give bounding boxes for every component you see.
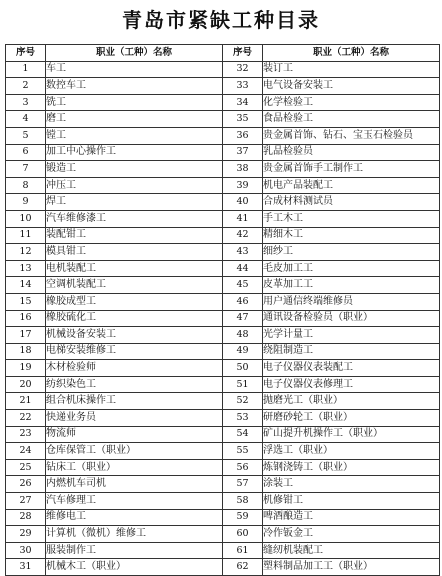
row-number-right: 62 bbox=[223, 559, 263, 576]
row-number-right: 50 bbox=[223, 360, 263, 377]
table-row bbox=[6, 277, 440, 294]
occupation-name-left: 汽车修理工 bbox=[46, 493, 223, 510]
row-number-right: 37 bbox=[223, 144, 263, 161]
row-number-left: 27 bbox=[6, 493, 46, 510]
table-row bbox=[6, 293, 440, 310]
page-title: 青岛市紧缺工种目录 bbox=[122, 8, 320, 32]
row-number-left: 20 bbox=[6, 376, 46, 393]
occupation-name-left: 机械木工（职业） bbox=[46, 559, 223, 576]
row-number-right: 44 bbox=[223, 260, 263, 277]
row-number-right: 56 bbox=[223, 459, 263, 476]
occupation-name-left: 数控车工 bbox=[46, 78, 223, 95]
occupation-name-right: 细纱工 bbox=[263, 244, 440, 261]
table-row bbox=[6, 177, 440, 194]
row-number-right: 36 bbox=[223, 127, 263, 144]
occupation-name-left: 机械设备安装工 bbox=[46, 327, 223, 344]
row-number-left: 10 bbox=[6, 210, 46, 227]
row-number-left: 13 bbox=[6, 260, 46, 277]
occupation-name-left: 电机装配工 bbox=[46, 260, 223, 277]
occupation-name-left: 服装制作工 bbox=[46, 542, 223, 559]
occupation-name-left: 空调机装配工 bbox=[46, 277, 223, 294]
occupation-name-right: 装订工 bbox=[263, 61, 440, 78]
row-number-left: 25 bbox=[6, 459, 46, 476]
occupation-name-right: 矿山提升机操作工（职业） bbox=[263, 426, 440, 443]
table-row bbox=[6, 509, 440, 526]
occupation-name-left: 仓库保管工（职业） bbox=[46, 443, 223, 460]
occupation-name-right: 合成材料测试员 bbox=[263, 194, 440, 211]
row-number-right: 60 bbox=[223, 526, 263, 543]
row-number-right: 47 bbox=[223, 310, 263, 327]
occupation-name-right: 通讯设备检验员（职业） bbox=[263, 310, 440, 327]
table-row bbox=[6, 376, 440, 393]
table-row bbox=[6, 426, 440, 443]
table-row bbox=[6, 78, 440, 95]
table-row bbox=[6, 493, 440, 510]
table-row bbox=[6, 360, 440, 377]
row-number-right: 34 bbox=[223, 94, 263, 111]
row-number-right: 57 bbox=[223, 476, 263, 493]
table-body bbox=[6, 61, 440, 575]
row-number-left: 7 bbox=[6, 161, 46, 178]
occupation-name-left: 装配钳工 bbox=[46, 227, 223, 244]
occupation-name-right: 塑料制品加工工（职业） bbox=[263, 559, 440, 576]
table-row bbox=[6, 526, 440, 543]
occupation-name-left: 焊工 bbox=[46, 194, 223, 211]
row-number-right: 61 bbox=[223, 542, 263, 559]
occupation-name-left: 内燃机车司机 bbox=[46, 476, 223, 493]
occupation-name-right: 电气设备安装工 bbox=[263, 78, 440, 95]
occupation-name-right: 缝纫机装配工 bbox=[263, 542, 440, 559]
table-row bbox=[6, 559, 440, 576]
occupation-name-left: 物流师 bbox=[46, 426, 223, 443]
occupation-name-left: 计算机（微机）维修工 bbox=[46, 526, 223, 543]
table-row bbox=[6, 144, 440, 161]
occupation-name-right: 毛皮加工工 bbox=[263, 260, 440, 277]
row-number-left: 18 bbox=[6, 343, 46, 360]
occupation-name-left: 锻造工 bbox=[46, 161, 223, 178]
row-number-right: 32 bbox=[223, 61, 263, 78]
row-number-left: 9 bbox=[6, 194, 46, 211]
occupation-name-left: 木材检验师 bbox=[46, 360, 223, 377]
table-row bbox=[6, 476, 440, 493]
row-number-right: 39 bbox=[223, 177, 263, 194]
occupation-name-right: 冷作钣金工 bbox=[263, 526, 440, 543]
occupation-name-right: 化学检验工 bbox=[263, 94, 440, 111]
occupation-name-left: 铣工 bbox=[46, 94, 223, 111]
row-number-left: 30 bbox=[6, 542, 46, 559]
row-number-left: 31 bbox=[6, 559, 46, 576]
row-number-left: 1 bbox=[6, 61, 46, 78]
occupation-name-left: 纺织染色工 bbox=[46, 376, 223, 393]
occupation-name-right: 机电产品装配工 bbox=[263, 177, 440, 194]
row-number-left: 11 bbox=[6, 227, 46, 244]
row-number-right: 53 bbox=[223, 410, 263, 427]
row-number-right: 38 bbox=[223, 161, 263, 178]
table-row bbox=[6, 194, 440, 211]
row-number-left: 23 bbox=[6, 426, 46, 443]
row-number-left: 17 bbox=[6, 327, 46, 344]
row-number-left: 8 bbox=[6, 177, 46, 194]
row-number-right: 58 bbox=[223, 493, 263, 510]
occupation-name-right: 研磨砂轮工（职业） bbox=[263, 410, 440, 427]
occupation-name-left: 组合机床操作工 bbox=[46, 393, 223, 410]
table-row bbox=[6, 310, 440, 327]
occupation-name-right: 光学计量工 bbox=[263, 327, 440, 344]
occupation-name-right: 炼钢浇铸工（职业） bbox=[263, 459, 440, 476]
occupation-name-left: 车工 bbox=[46, 61, 223, 78]
occupation-name-left: 橡胶成型工 bbox=[46, 293, 223, 310]
occupation-name-right: 皮革加工工 bbox=[263, 277, 440, 294]
row-number-left: 3 bbox=[6, 94, 46, 111]
row-number-left: 5 bbox=[6, 127, 46, 144]
row-number-right: 42 bbox=[223, 227, 263, 244]
row-number-left: 29 bbox=[6, 526, 46, 543]
table-row bbox=[6, 210, 440, 227]
occupation-name-right: 精细木工 bbox=[263, 227, 440, 244]
row-number-left: 26 bbox=[6, 476, 46, 493]
table-row bbox=[6, 161, 440, 178]
occupation-name-left: 模具钳工 bbox=[46, 244, 223, 261]
occupation-name-left: 镗工 bbox=[46, 127, 223, 144]
occupation-name-left: 冲压工 bbox=[46, 177, 223, 194]
row-number-right: 54 bbox=[223, 426, 263, 443]
occupation-name-right: 手工木工 bbox=[263, 210, 440, 227]
row-number-right: 55 bbox=[223, 443, 263, 460]
table-row bbox=[6, 227, 440, 244]
row-number-left: 16 bbox=[6, 310, 46, 327]
occupation-name-left: 电梯安装维修工 bbox=[46, 343, 223, 360]
row-number-left: 6 bbox=[6, 144, 46, 161]
row-number-right: 48 bbox=[223, 327, 263, 344]
occupation-name-right: 抛磨光工（职业） bbox=[263, 393, 440, 410]
table-row bbox=[6, 61, 440, 78]
table-row bbox=[6, 393, 440, 410]
table-row bbox=[6, 327, 440, 344]
row-number-right: 33 bbox=[223, 78, 263, 95]
row-number-left: 22 bbox=[6, 410, 46, 427]
occupation-table bbox=[5, 44, 440, 576]
occupation-name-right: 机修钳工 bbox=[263, 493, 440, 510]
header-name-left: 职业（工种）名称 bbox=[46, 45, 223, 62]
occupation-name-right: 乳品检验员 bbox=[263, 144, 440, 161]
occupation-name-left: 磨工 bbox=[46, 111, 223, 128]
row-number-left: 19 bbox=[6, 360, 46, 377]
row-number-right: 46 bbox=[223, 293, 263, 310]
row-number-right: 40 bbox=[223, 194, 263, 211]
row-number-right: 51 bbox=[223, 376, 263, 393]
row-number-left: 4 bbox=[6, 111, 46, 128]
occupation-name-left: 维修电工 bbox=[46, 509, 223, 526]
header-name-right: 职业（工种）名称 bbox=[263, 45, 440, 62]
table-row bbox=[6, 127, 440, 144]
row-number-right: 41 bbox=[223, 210, 263, 227]
table-row bbox=[6, 459, 440, 476]
occupation-name-right: 浮选工（职业） bbox=[263, 443, 440, 460]
table-row bbox=[6, 343, 440, 360]
header-num-left: 序号 bbox=[6, 45, 46, 62]
table-row bbox=[6, 94, 440, 111]
row-number-right: 45 bbox=[223, 277, 263, 294]
occupation-name-right: 绕阻制造工 bbox=[263, 343, 440, 360]
row-number-left: 24 bbox=[6, 443, 46, 460]
table-row bbox=[6, 244, 440, 261]
header-num-right: 序号 bbox=[223, 45, 263, 62]
row-number-right: 49 bbox=[223, 343, 263, 360]
row-number-left: 2 bbox=[6, 78, 46, 95]
occupation-name-left: 钻床工（职业） bbox=[46, 459, 223, 476]
occupation-name-right: 食品检验工 bbox=[263, 111, 440, 128]
table-row bbox=[6, 260, 440, 277]
row-number-right: 35 bbox=[223, 111, 263, 128]
row-number-left: 21 bbox=[6, 393, 46, 410]
table-header-row bbox=[6, 45, 440, 62]
row-number-left: 15 bbox=[6, 293, 46, 310]
table-row bbox=[6, 111, 440, 128]
occupation-name-left: 橡胶硫化工 bbox=[46, 310, 223, 327]
occupation-name-left: 汽车维修漆工 bbox=[46, 210, 223, 227]
occupation-name-right: 涂装工 bbox=[263, 476, 440, 493]
table-row bbox=[6, 443, 440, 460]
row-number-right: 52 bbox=[223, 393, 263, 410]
row-number-left: 14 bbox=[6, 277, 46, 294]
row-number-right: 43 bbox=[223, 244, 263, 261]
occupation-name-right: 贵金属首饰手工制作工 bbox=[263, 161, 440, 178]
occupation-name-right: 电子仪器仪表修理工 bbox=[263, 376, 440, 393]
row-number-left: 28 bbox=[6, 509, 46, 526]
occupation-name-left: 加工中心操作工 bbox=[46, 144, 223, 161]
occupation-name-right: 贵金属首饰、钻石、宝玉石检验员 bbox=[263, 127, 440, 144]
occupation-name-right: 用户通信终端维修员 bbox=[263, 293, 440, 310]
occupation-name-left: 快递业务员 bbox=[46, 410, 223, 427]
occupation-name-right: 电子仪器仪表装配工 bbox=[263, 360, 440, 377]
table-row bbox=[6, 410, 440, 427]
row-number-left: 12 bbox=[6, 244, 46, 261]
row-number-right: 59 bbox=[223, 509, 263, 526]
occupation-name-right: 啤酒酿造工 bbox=[263, 509, 440, 526]
